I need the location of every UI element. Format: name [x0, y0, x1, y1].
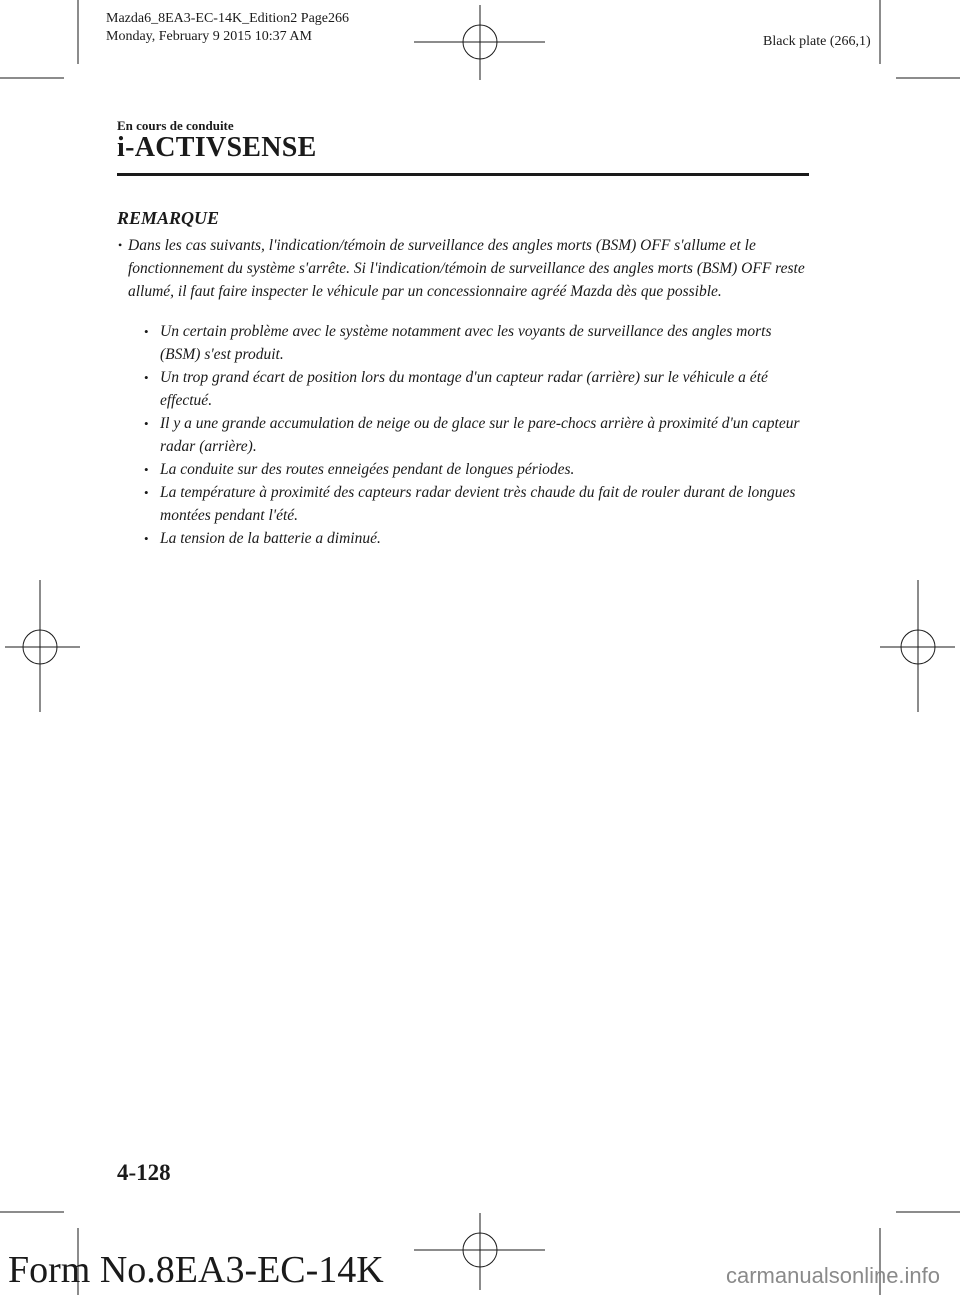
list-item: [144, 458, 814, 481]
plate-label: Black plate (266,1): [763, 34, 871, 49]
bullet-icon: •: [144, 462, 149, 477]
bullet-icon: •: [144, 531, 149, 546]
registration-mark-right: [880, 580, 955, 712]
note-main-item: [118, 234, 812, 303]
note-heading: REMARQUE: [117, 208, 220, 228]
registration-mark-top: [414, 5, 545, 80]
list-item: [144, 320, 814, 366]
list-item-text: La tension de la batterie a diminué.: [160, 530, 381, 547]
page-number: 4-128: [117, 1160, 171, 1185]
print-info-date: Monday, February 9 2015 10:37 AM: [106, 29, 312, 44]
list-item: [144, 481, 814, 527]
bullet-icon: •: [144, 416, 149, 431]
print-info: [106, 10, 349, 46]
bullet-icon: •: [118, 238, 123, 252]
watermark-link[interactable]: carmanualsonline.info: [726, 1263, 941, 1288]
note-sub-list: [144, 320, 814, 550]
list-item: [144, 412, 814, 458]
list-item-text: Il y a une grande accumulation de neige ou de glace sur le pare-chocs arrière à proximité d'un capteur radar (arrière).: [160, 415, 800, 455]
list-item-text: Un certain problème avec le système notamment avec les voyants de surveillance des angles morts (BSM) s'est produit.: [160, 323, 772, 363]
list-item: [144, 366, 814, 412]
list-item: [144, 527, 814, 550]
page-title: i-ACTIVSENSE: [117, 132, 317, 163]
print-info-file: Mazda6_8EA3-EC-14K_Edition2 Page266: [106, 11, 350, 26]
list-item-text: La conduite sur des routes enneigées pendant de longues périodes.: [160, 461, 575, 478]
bullet-icon: •: [144, 324, 149, 339]
bullet-icon: •: [144, 370, 149, 385]
bullet-icon: •: [144, 485, 149, 500]
title-rule: [117, 173, 809, 176]
registration-mark-left: [5, 580, 80, 712]
note-main-text: Dans les cas suivants, l'indication/témoin de surveillance des angles morts (BSM) OFF s'allume et le fonctionnement du système s'arrête. Si l'indication/témoin de surveillance des angles morts (BSM) OFF reste allumé, il faut faire inspecter le véhicule par un concessionnaire agréé Mazda dès que possible.: [128, 237, 805, 300]
registration-mark-bottom: [414, 1213, 545, 1290]
section-label: En cours de conduite: [117, 118, 234, 133]
form-number: Form No.8EA3-EC-14K: [8, 1249, 384, 1291]
list-item-text: La température à proximité des capteurs radar devient très chaude du fait de rouler durant de longues montées pendant l'été.: [160, 484, 796, 524]
list-item-text: Un trop grand écart de position lors du montage d'un capteur radar (arrière) sur le véhicule a été effectué.: [160, 369, 768, 409]
